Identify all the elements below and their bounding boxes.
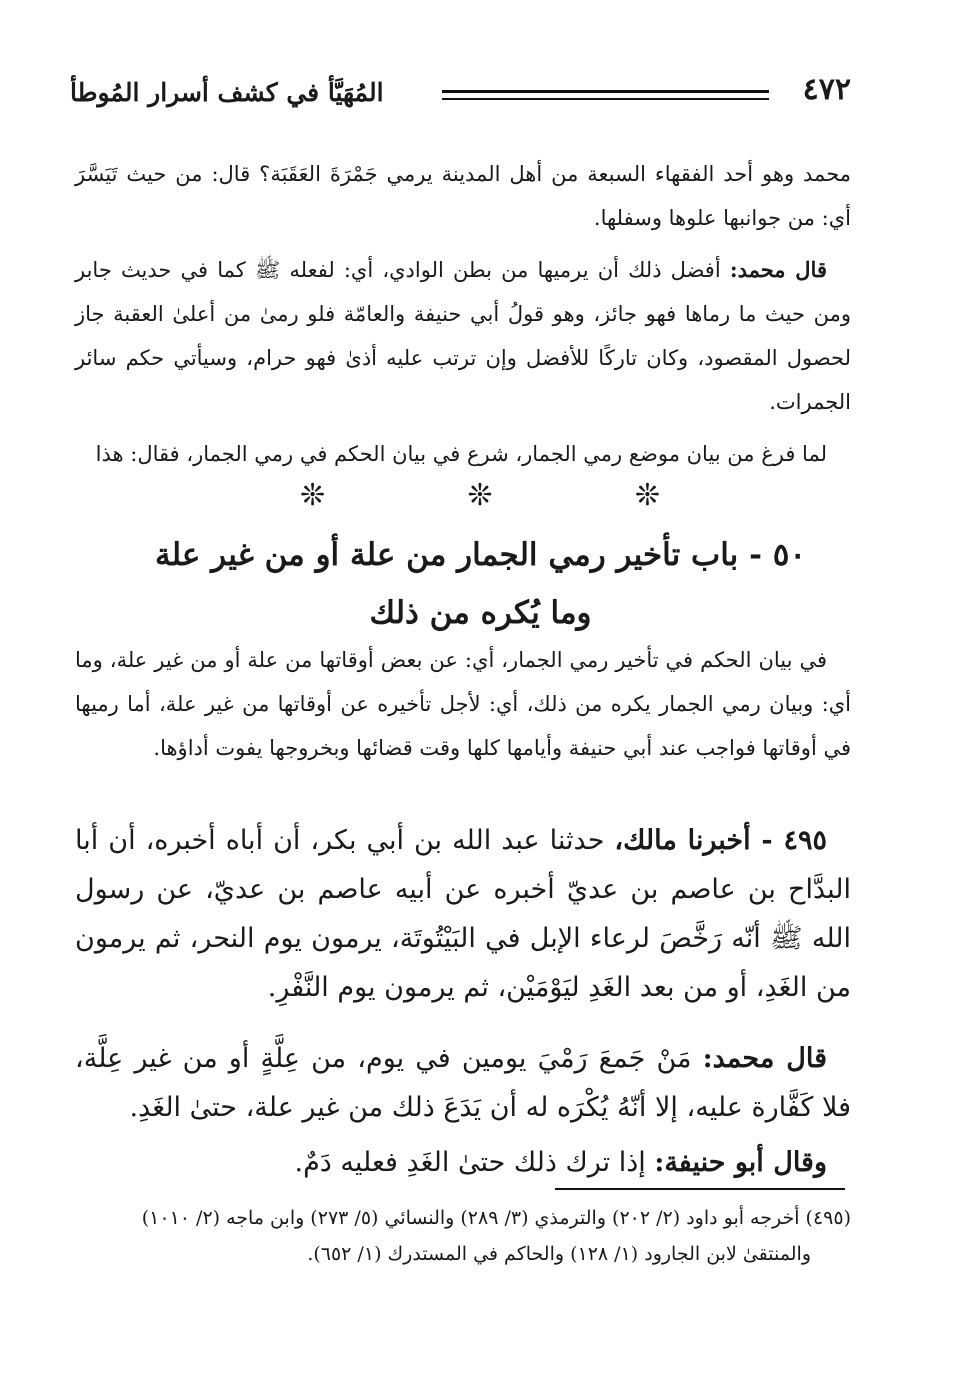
star-ornament-icon: ❊ [634, 478, 660, 513]
paragraph-text: أفضل ذلك أن يرميها من بطن الوادي، أي: لفعله ﷺ كما في حديث جابر ومن حيث ما رماها فهو جائز، وهو قولُ أبي حنيفة والعامّة فلو رمىٰ من أعلىٰ العقبة جاز لحصول المقصود، وكان تاركًا للأفضل وإن ترتب عليه أذىٰ فهو حرام، وسيأتي حكم سائر الجمرات. [75, 258, 851, 414]
footnotes [75, 1200, 851, 1272]
chapter-heading-line: وما يُكره من ذلك [369, 595, 592, 631]
hadith-495 [75, 816, 851, 1012]
header-rule [442, 90, 769, 100]
hadith-text: حدثنا عبد الله بن أبي بكر، أن أباه أخبره، أن أبا البدَّاح بن عاصم بن عديّ أخبره عن أبيه عاصم بن عديّ، عن رسول الله ﷺ أنّه رَخَّصَ لرعاء الإبل في البَيْتُوتَة، يرمون يوم النحر، ثم يرمون من الغَدِ، أو من بعد الغَدِ ليَوْمَيْن، ثم يرمون يوم النَّفْرِ. [75, 825, 851, 1003]
hadith-lead: ٤٩٥ - أخبرنا مالك، [614, 825, 827, 856]
footnote-line: (٤٩٥) أخرجه أبو داود (٢/ ٢٠٢) والترمذي (٣/ ٢٨٩) والنسائي (٥/ ٢٧٣) وابن ماجه (٢/ ١٠١٠) [141, 1207, 851, 1229]
paragraph [75, 248, 851, 424]
speaker-label: قال محمد: [729, 257, 827, 282]
chapter-heading [60, 530, 901, 638]
ruling-abu-hanifa [75, 1138, 851, 1187]
footnote-line: والمنتقىٰ لابن الجارود (١/ ١٢٨) والحاكم في المستدرك (١/ ٦٥٢). [307, 1243, 811, 1265]
speaker-label: وقال أبو حنيفة: [654, 1147, 827, 1178]
chapter-heading-line: ٥٠ - باب تأخير رمي الجمار من علة أو من غير علة [154, 537, 807, 573]
paragraph: محمد وهو أحد الفقهاء السبعة من أهل المدينة يرمي جَمْرَةَ العَقَبَة؟ قال: من حيث تَيَسَّرَ أي: من جوانبها علوها وسفلها. [75, 162, 851, 230]
ruling-text: إذا ترك ذلك حتىٰ الغَدِ فعليه دَمٌ. [294, 1147, 646, 1178]
speaker-label: قال محمد: [702, 1043, 828, 1074]
footnote-rule [555, 1188, 845, 1190]
book-title: المُهَيَّأ في كشف أسرار المُوطأ [70, 78, 384, 107]
page-number: ٤٧٢ [802, 72, 851, 107]
star-ornament-icon: ❊ [467, 478, 493, 513]
ruling-text: مَنْ جَمعَ رَمْيَ يومين في يوم، من عِلَّةٍ أو من غير عِلَّة، فلا كَفَّارة عليه، إلا أنّهُ يُكْرَه له أن يَدَعَ ذلك من غير علة، حتىٰ الغَدِ. [75, 1043, 851, 1123]
running-header [70, 70, 851, 120]
section-separator [300, 478, 660, 513]
star-ornament-icon: ❊ [300, 478, 326, 513]
hadith-section [75, 816, 851, 1187]
ruling-muhammad [75, 1034, 851, 1132]
section-commentary [75, 152, 851, 476]
chapter-commentary [75, 638, 851, 770]
paragraph: لما فرغ من بيان موضع رمي الجمار، شرع في بيان الحكم في رمي الجمار، فقال: هذا [95, 442, 827, 466]
paragraph: في بيان الحكم في تأخير رمي الجمار، أي: عن بعض أوقاتها من علة أو من غير علة، وما أي: وبيان رمي الجمار يكره من ذلك، أي: لأجل تأخيره عن أوقاتها من غير علة، أما رميها في أوقاتها فواجب عند أبي حنيفة وأيامها كلها وقت قضائها وبخروجها يفوت أداؤها. [75, 648, 851, 760]
